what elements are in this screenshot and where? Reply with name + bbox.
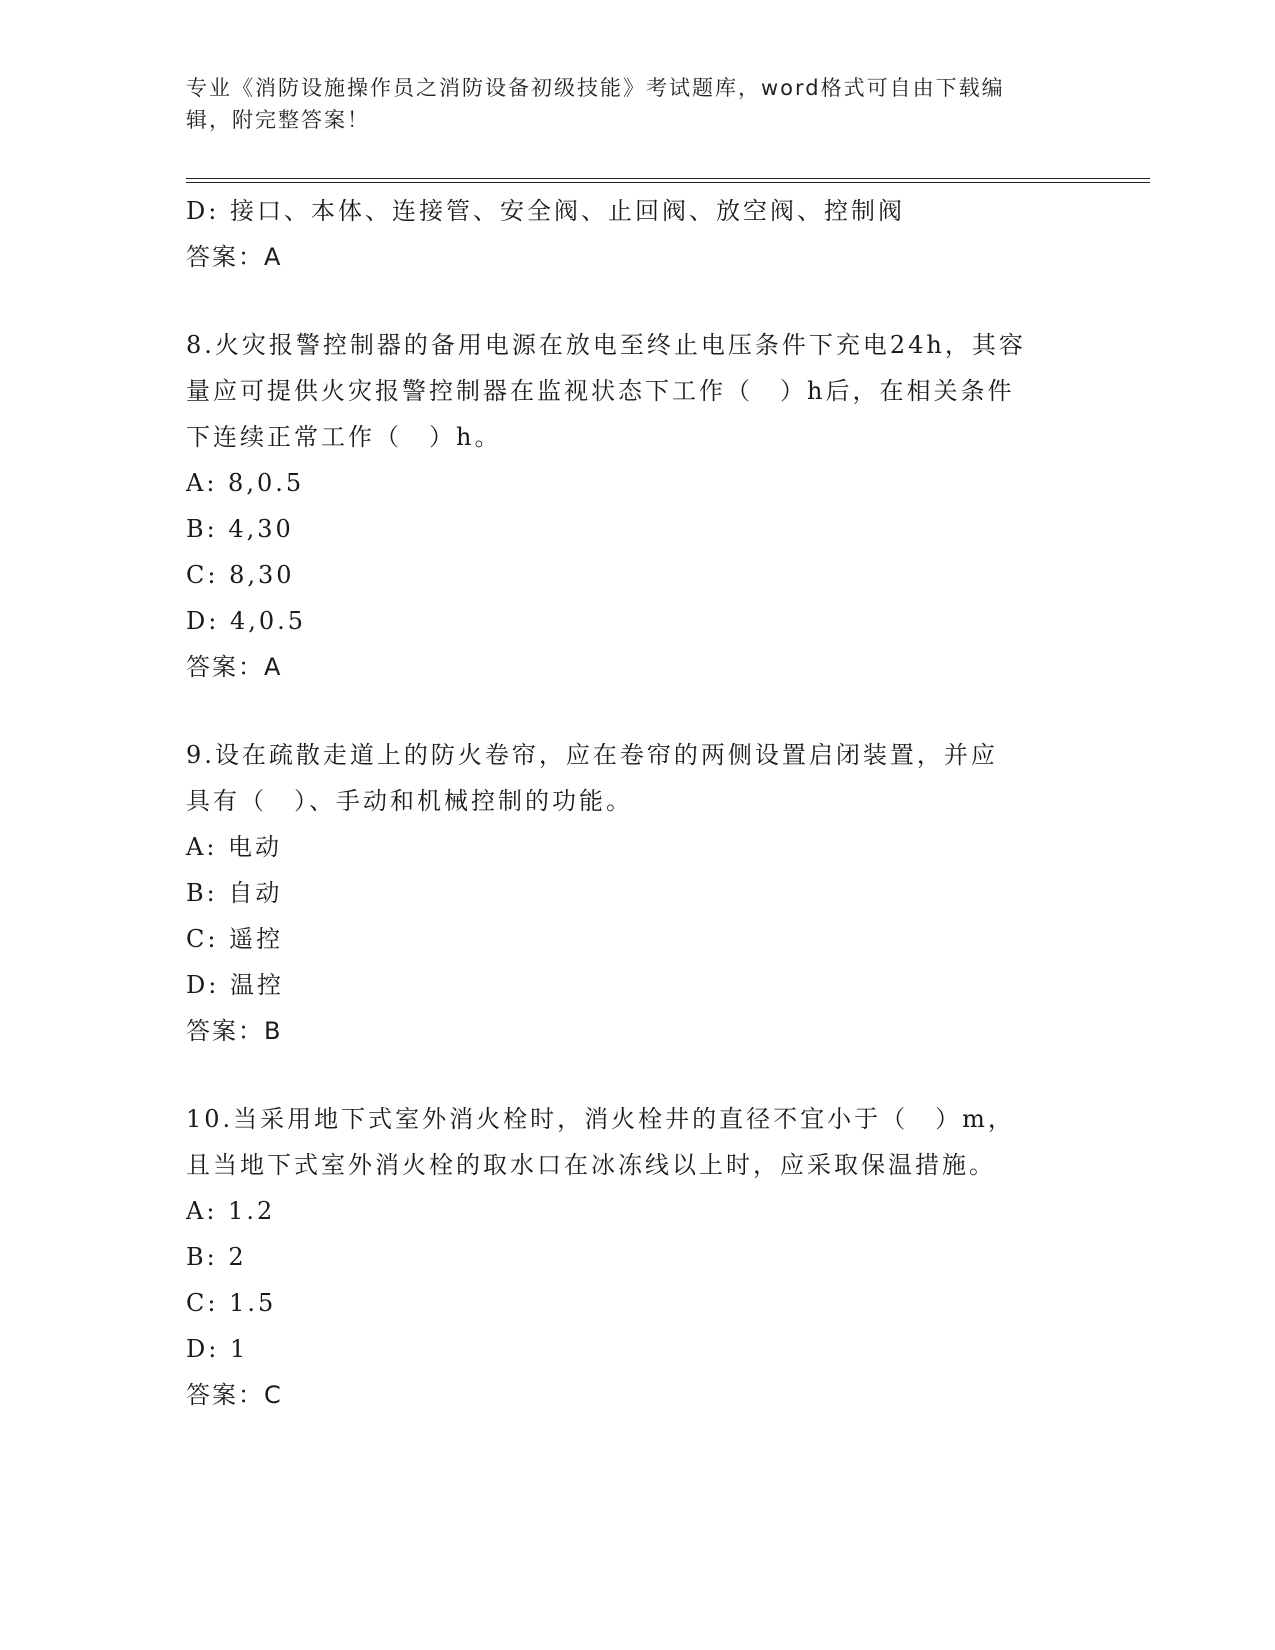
stem-line: 量应可提供火灾报警控制器在监视状态下工作（ ）h后，在相关条件 — [186, 377, 1015, 405]
option-d: D: 接口、本体、连接管、安全阀、止回阀、放空阀、控制阀 — [186, 197, 905, 225]
question-8 — [186, 322, 1086, 690]
option-a: A: 1.2 — [186, 1197, 276, 1225]
question-list — [186, 188, 1086, 1418]
document-header — [186, 72, 1086, 136]
option-d: D: 4,0.5 — [186, 607, 307, 635]
question-stem — [186, 1096, 1086, 1188]
question-stem — [186, 732, 1086, 824]
stem-line: 下连续正常工作（ ）h。 — [186, 423, 502, 451]
option-d: D: 1 — [186, 1335, 249, 1363]
header-line-1: 专业《消防设施操作员之消防设备初级技能》考试题库，word格式可自由下载编 — [186, 76, 1005, 100]
stem-line: 9.设在疏散走道上的防火卷帘，应在卷帘的两侧设置启闭装置，并应 — [186, 741, 998, 769]
option-c: C: 遥控 — [186, 925, 284, 953]
question-9 — [186, 732, 1086, 1054]
option-b: B: 4,30 — [186, 515, 294, 543]
stem-line: 8.火灾报警控制器的备用电源在放电至终止电压条件下充电24h，其容 — [186, 331, 1026, 359]
stem-line: 且当地下式室外消火栓的取水口在冰冻线以上时，应采取保温措施。 — [186, 1151, 996, 1179]
option-c: C: 8,30 — [186, 561, 295, 589]
option-c: C: 1.5 — [186, 1289, 277, 1317]
stem-line: 10.当采用地下式室外消火栓时，消火栓井的直径不宜小于（ ）m， — [186, 1105, 1015, 1133]
option-a: A: 电动 — [186, 833, 283, 861]
option-a: A: 8,0.5 — [186, 469, 305, 497]
option-b: B: 自动 — [186, 879, 283, 907]
answer: 答案：A — [186, 653, 283, 681]
stem-line: 具有（ ）、手动和机械控制的功能。 — [186, 787, 633, 815]
option-d: D: 温控 — [186, 971, 284, 999]
header-rule-top — [186, 178, 1150, 179]
header-rule-bottom — [186, 182, 1150, 183]
answer: 答案：B — [186, 1017, 283, 1045]
question-10 — [186, 1096, 1086, 1418]
answer: 答案：C — [186, 1381, 283, 1409]
prev-question — [186, 188, 1086, 280]
option-b: B: 2 — [186, 1243, 247, 1271]
question-stem — [186, 322, 1086, 460]
answer: 答案：A — [186, 243, 283, 271]
header-line-2: 辑，附完整答案！ — [186, 108, 370, 132]
